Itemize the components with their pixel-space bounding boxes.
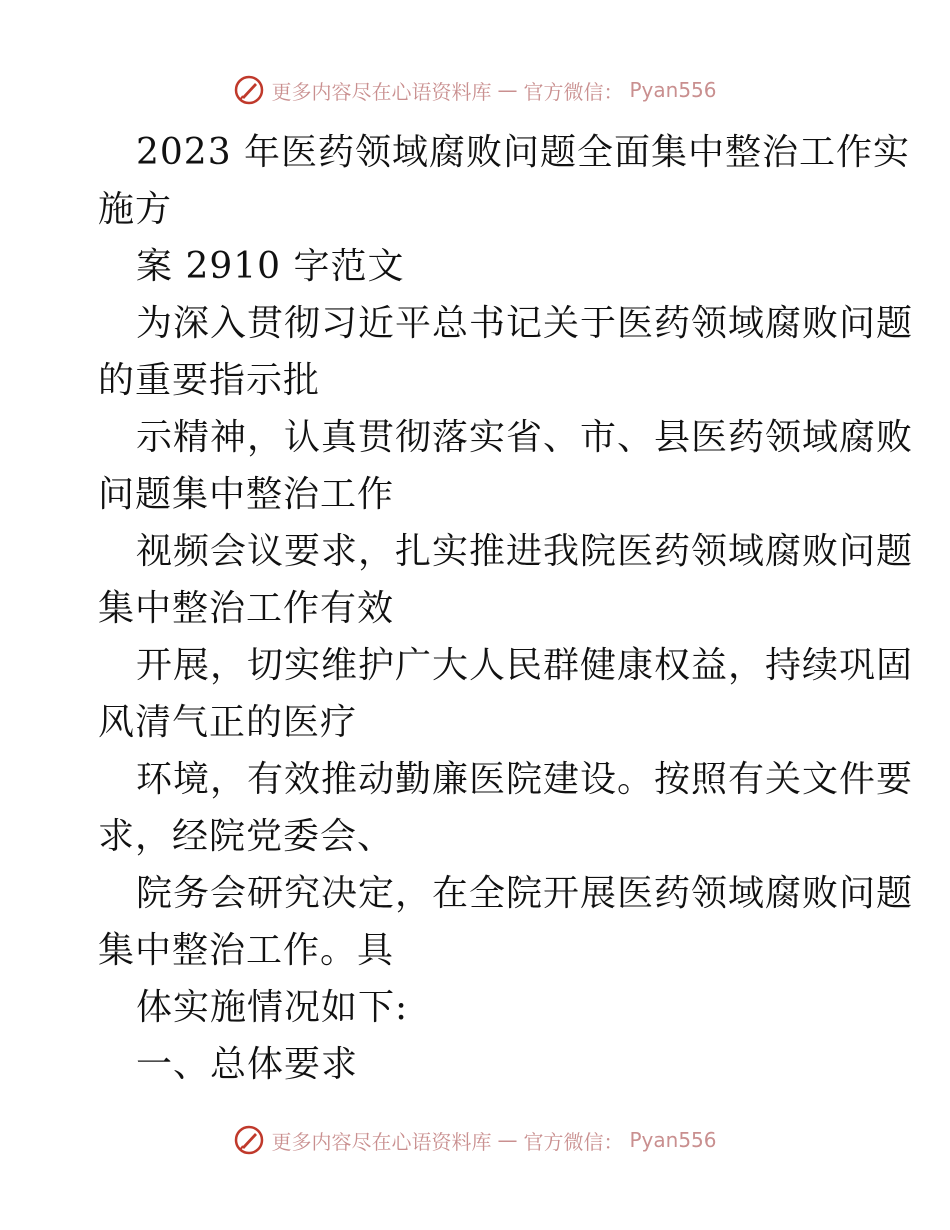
- watermark-wechat-id: Pyan556: [629, 78, 717, 102]
- document-body: [98, 124, 914, 1093]
- quill-circle-icon: [233, 1124, 265, 1156]
- watermark-wechat-label: 官方微信：: [523, 1129, 624, 1154]
- paragraph-line: 风清气正的医疗: [98, 702, 358, 743]
- header-watermark: [0, 70, 950, 110]
- title-line-1: 2023 年医药领域腐败问题全面集中整治工作实: [136, 132, 911, 173]
- watermark-separator: —: [497, 1128, 518, 1152]
- title-line-2: 施方: [98, 189, 173, 230]
- watermark-brand: 更多内容尽在心语资料库: [271, 79, 492, 104]
- paragraph-line: 为深入贯彻习近平总书记关于医药领域腐败问题: [136, 303, 914, 344]
- watermark-wechat-label: 官方微信：: [523, 79, 624, 104]
- paragraph-line: 集中整治工作有效: [98, 588, 395, 629]
- paragraph-line: 求，经院党委会、: [98, 816, 395, 857]
- quill-circle-icon: [233, 74, 265, 106]
- section-heading: 一、总体要求: [136, 1044, 359, 1085]
- paragraph-line: 视频会议要求，扎实推进我院医药领域腐败问题: [136, 531, 914, 572]
- footer-watermark: [0, 1120, 950, 1160]
- paragraph-line: 开展，切实维护广大人民群健康权益，持续巩固: [136, 645, 914, 686]
- paragraph-line: 示精神，认真贯彻落实省、市、县医药领域腐败: [136, 417, 914, 458]
- paragraph-line: 体实施情况如下:: [136, 987, 409, 1028]
- paragraph-line: 环境，有效推动勤廉医院建设。按照有关文件要: [136, 759, 914, 800]
- watermark-separator: —: [497, 78, 518, 102]
- paragraph-line: 问题集中整治工作: [98, 474, 395, 515]
- paragraph-line: 的重要指示批: [98, 360, 321, 401]
- watermark-brand: 更多内容尽在心语资料库: [271, 1129, 492, 1154]
- subtitle-line: 案 2910 字范文: [136, 246, 405, 287]
- paragraph-line: 集中整治工作。具: [98, 930, 395, 971]
- paragraph-line: 院务会研究决定，在全院开展医药领域腐败问题: [136, 873, 914, 914]
- watermark-wechat-id: Pyan556: [629, 1128, 717, 1152]
